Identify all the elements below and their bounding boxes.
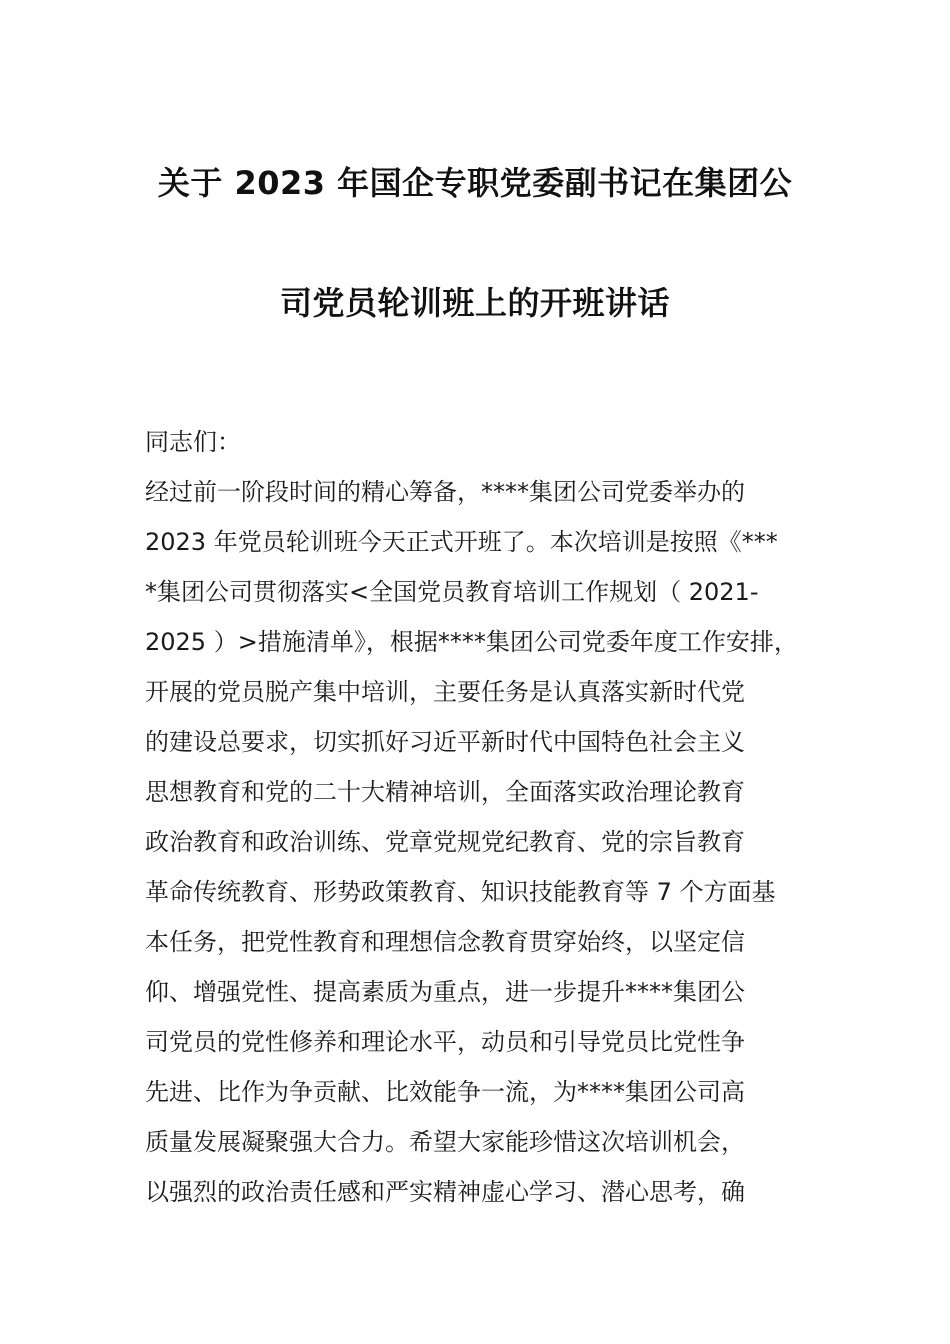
body-line: 2025 ）>措施清单》，根据****集团公司党委年度工作安排，: [145, 628, 798, 656]
body-line: 思想教育和党的二十大精神培训，全面落实政治理论教育: [145, 778, 745, 806]
body-line: 先进、比作为争贡献、比效能争一流，为****集团公司高: [145, 1078, 745, 1106]
body-line: 革命传统教育、形势政策教育、知识技能教育等 7 个方面基: [145, 878, 776, 906]
document-title-line-2: 司党员轮训班上的开班讲话: [279, 284, 670, 322]
body-line: 质量发展凝聚强大合力。希望大家能珍惜这次培训机会，: [145, 1128, 745, 1156]
body-line: 的建设总要求，切实抓好习近平新时代中国特色社会主义: [145, 728, 745, 756]
body-line: 以强烈的政治责任感和严实精神虚心学习、潜心思考，确: [145, 1178, 745, 1206]
document-title-line-1: 关于 2023 年国企专职党委副书记在集团公: [157, 164, 793, 202]
body-line: 仰、增强党性、提高素质为重点，进一步提升****集团公: [145, 978, 745, 1006]
body-line: 开展的党员脱产集中培训，主要任务是认真落实新时代党: [145, 678, 745, 706]
body-line: *集团公司贯彻落实<全国党员教育培训工作规划（ 2021-: [145, 578, 759, 606]
body-line: 司党员的党性修养和理论水平，动员和引导党员比党性争: [145, 1028, 745, 1056]
body-line: 经过前一阶段时间的精心筹备，****集团公司党委举办的: [145, 478, 745, 506]
body-line: 2023 年党员轮训班今天正式开班了。本次培训是按照《***: [145, 528, 778, 556]
body-line: 本任务，把党性教育和理想信念教育贯穿始终，以坚定信: [145, 928, 745, 956]
salutation: 同志们：: [145, 428, 241, 456]
body-line: 政治教育和政治训练、党章党规党纪教育、党的宗旨教育: [145, 828, 745, 856]
